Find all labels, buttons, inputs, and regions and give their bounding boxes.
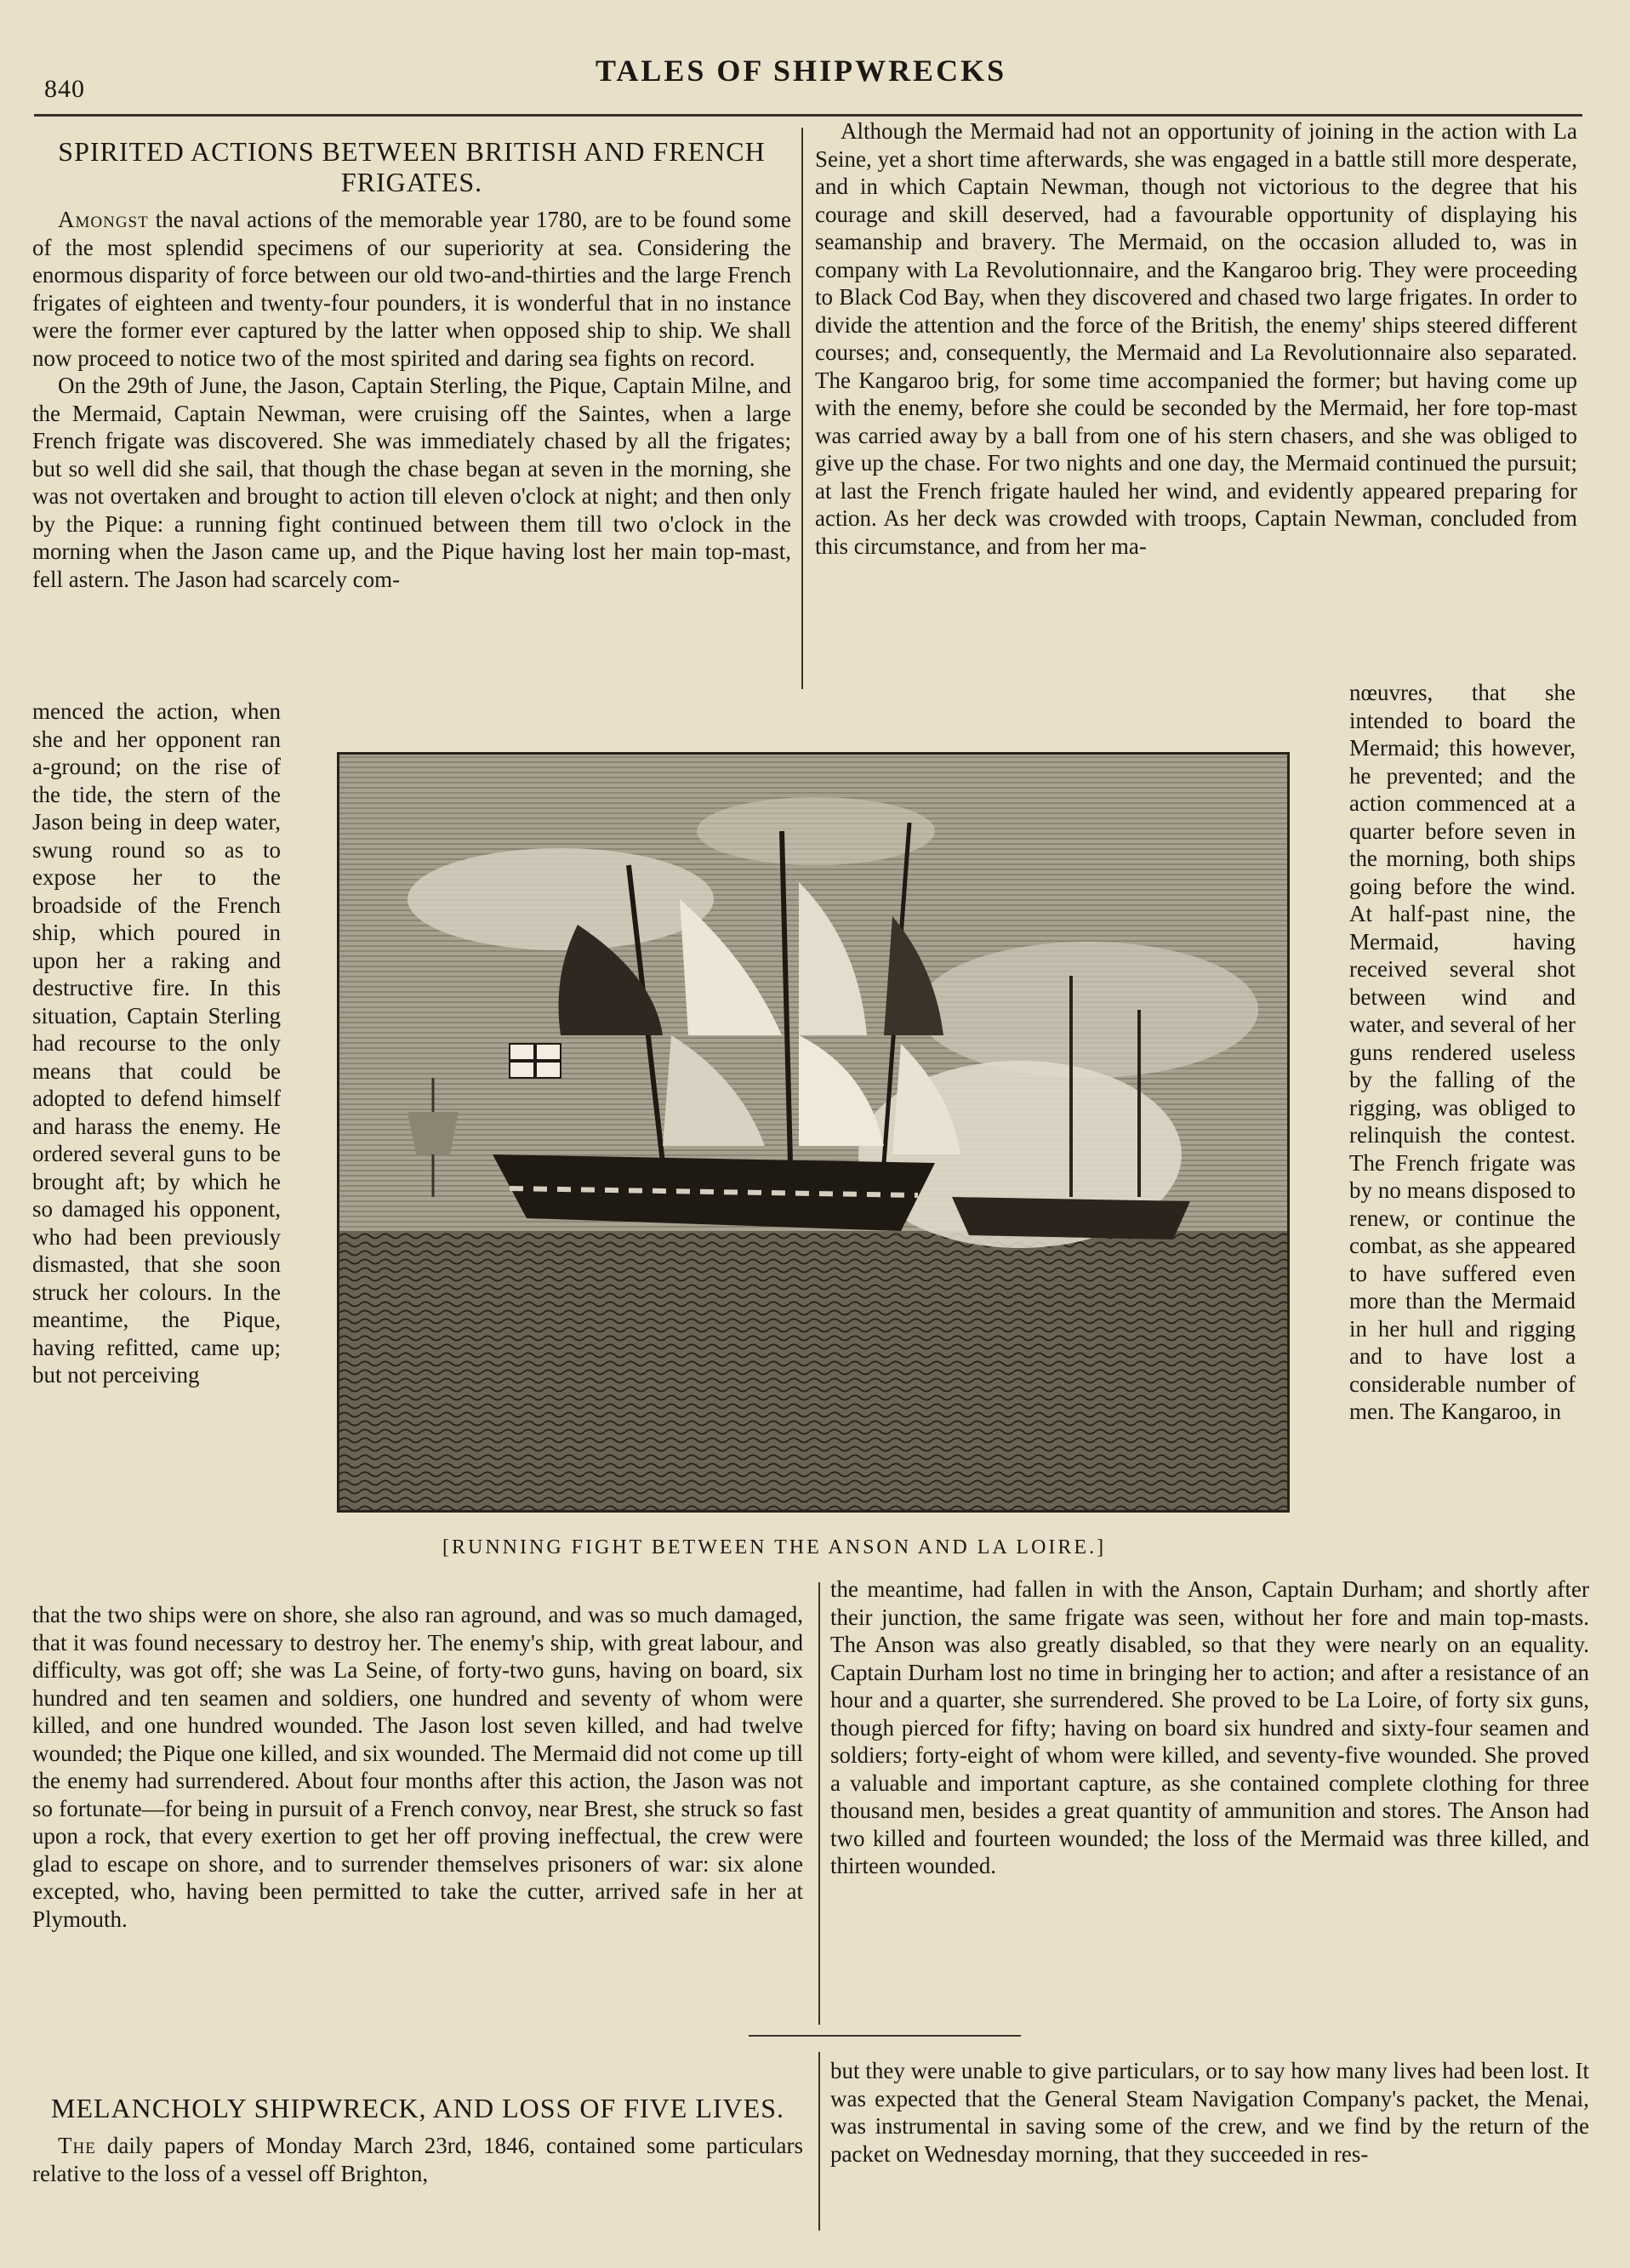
article2-left-column	[32, 2093, 803, 2187]
article1-float-right-text: nœuvres, that she intended to board the Mermaid; this however, he prevented; and the action commenced at a quarter before seven in the morning, both ships going before the wind. At half-past nine, the Mermaid, having received several shot between wind and water, and several of her guns rendered useless by the falling of the rigging, was obliged to relinquish the contest. The French frigate was by no means disposed to renew, or continue the combat, as she appeared to have suffered even more than the Mermaid in her hull and rigging and to have lost a considerable number of men. The Kangaroo, in	[1349, 680, 1576, 1424]
ship-engraving	[337, 752, 1290, 1513]
article1-top-right-column	[815, 117, 1577, 560]
page-header	[0, 0, 1630, 128]
article1-dropword: Amongst	[58, 207, 149, 232]
article2-paragraph-1	[32, 2132, 803, 2187]
article2-dropword: The	[58, 2133, 96, 2158]
column-divider-bottom	[818, 2052, 820, 2231]
article-separator-rule	[749, 2035, 1021, 2037]
article1-top-left-column	[32, 136, 791, 593]
article2-title: MELANCHOLY SHIPWRECK, AND LOSS OF FIVE LIVES.	[51, 2093, 784, 2123]
page-number: 840	[44, 75, 85, 103]
article1-paragraph-1-text: the naval actions of the memorable year 1780, are to be found some of the most splendid specimens of our superiority at sea. Considering the enormous disparity of force between our old two-and-thirties and the large French frigates of eighteen and twenty-four pounders, it is wonderful that in no instance were the former ever captured by the latter when opposed ship to ship. We shall now proceed to notice two of the most spirited and daring sea fights on record.	[32, 207, 791, 371]
article1-middle-left-column	[32, 1601, 803, 1933]
article2-paragraph-1-text: daily papers of Monday March 23rd, 1846, contained some particulars relative to the loss of a vessel off Brighton,	[32, 2133, 803, 2186]
running-title: TALES OF SHIPWRECKS	[596, 54, 1007, 88]
article1-paragraph-1	[32, 206, 791, 372]
illustration-caption: [RUNNING FIGHT BETWEEN THE ANSON AND LA LOIRE.]	[442, 1536, 1107, 1559]
article1-paragraph-2: On the 29th of June, the Jason, Captain Sterling, the Pique, Captain Milne, and the Mermaid, Captain Newman, were cruising off the Saintes, when a large French frigate was discovered. She was immediately chased by all the frigates; but so well did she sail, that though the chase began at seven in the morning, she was not overtaken and brought to action till eleven o'clock at night; and then only by the Pique: a running fight continued between them till two o'clock in the morning when the Jason came up, and the Pique having lost her main top-mast, fell astern. The Jason had scarcely com-	[32, 373, 791, 592]
article2-right-text: but they were unable to give particulars, or to say how many lives had been lost. It was expected that the General Steam Navigation Company's packet, the Menai, was instrumental in saving some of the crew, and we find by the return of the packet on Wednesday morning, that they succeeded in res-	[830, 2058, 1589, 2167]
ship-engraving-drawing	[339, 755, 1287, 1510]
column-divider-top	[801, 128, 803, 689]
article1-middle-right-text: the meantime, had fallen in with the Anson, Captain Durham; and shortly after their junction, the same frigate was seen, without her fore and main top-masts. The Anson was also greatly disabled, so that they were nearly on an equality. Captain Durham lost no time in bringing her to action; and after a resistance of an hour and a quarter, she surrendered. She proved to be La Loire, of forty six guns, though pierced for fifty; having on board six hundred and sixty-four seamen and soldiers; forty-eight of whom were killed, and seventy-five wounded. She proved a valuable and important capture, as she contained complete clothing for three thousand men, besides a great quantity of ammunition and stores. The Anson had two killed and fourteen wounded; the loss of the Mermaid was three killed, and thirteen wounded.	[830, 1576, 1589, 1878]
header-rule	[34, 114, 1582, 117]
article1-top-right-text: Although the Mermaid had not an opportunity of joining in the action with La Seine, yet a short time afterwards, she was engaged in a battle still more desperate, and in which Captain Newman, though not victorious to the degree that his courage and skill deserved, had a favourable opportunity of displaying his seamanship and bravery. The Mermaid, on the occasion alluded to, was in company with La Revolutionnaire, and the Kangaroo brig. They were proceeding to Black Cod Bay, when they discovered and chased two large frigates. In order to divide the attention and the force of the British, the enemy' ships steered different courses; and, consequently, the Mermaid and La Revolutionnaire also separated. The Kangaroo brig, for some time accompanied the former; but having come up with the enemy, before she could be seconded by the Mermaid, her fore top-mast was carried away by a ball from one of his stern chasers, and she was obliged to give up the chase. For two nights and one day, the Mermaid continued the pursuit; at last the French frigate hauled her wind, and evidently appeared preparing for action. As her deck was crowded with troops, Captain Newman, concluded from this circumstance, and from her ma-	[815, 118, 1577, 559]
column-divider-middle	[818, 1582, 820, 2025]
article1-float-left-text: menced the action, when she and her opponent ran a-ground; on the rise of the tide, the stern of the Jason being in deep water, swung round so as to expose her to the broadside of the French ship, which poured in upon her a raking and destructive fire. In this situation, Captain Sterling had recourse to the only means that could be adopted to defend himself and harass the enemy. He ordered several guns to be brought aft; by which he so damaged his opponent, who had been previously dismasted, that she soon struck her colours. In the meantime, the Pique, having refitted, came up; but not perceiving	[32, 698, 281, 1388]
article2-right-column	[830, 2057, 1589, 2168]
article1-middle-left-text: that the two ships were on shore, she also ran aground, and was so much damaged, that it was found necessary to destroy her. The enemy's ship, with great labour, and difficulty, was got off; she was La Seine, of forty-two guns, having on board, six hundred and ten seamen and soldiers, one hundred and seventy of whom were killed, and one hundred wounded. The Jason lost seven killed, and had twelve wounded; the Pique one killed, and six wounded. The Mermaid did not come up till the enemy had surrendered. About four months after this action, the Jason was not so fortunate—for being in pursuit of a French convoy, near Brest, she struck so fast upon a rock, that every exertion to get her off proving ineffectual, the crew were glad to escape on shore, and to surrender themselves prisoners of war: six alone excepted, who, having been permitted to take the cutter, arrived safe in her at Plymouth.	[32, 1602, 803, 1932]
article1-title: SPIRITED ACTIONS BETWEEN BRITISH AND FRENCH FRIGATES.	[58, 136, 766, 197]
article1-middle-right-column	[830, 1576, 1589, 1880]
